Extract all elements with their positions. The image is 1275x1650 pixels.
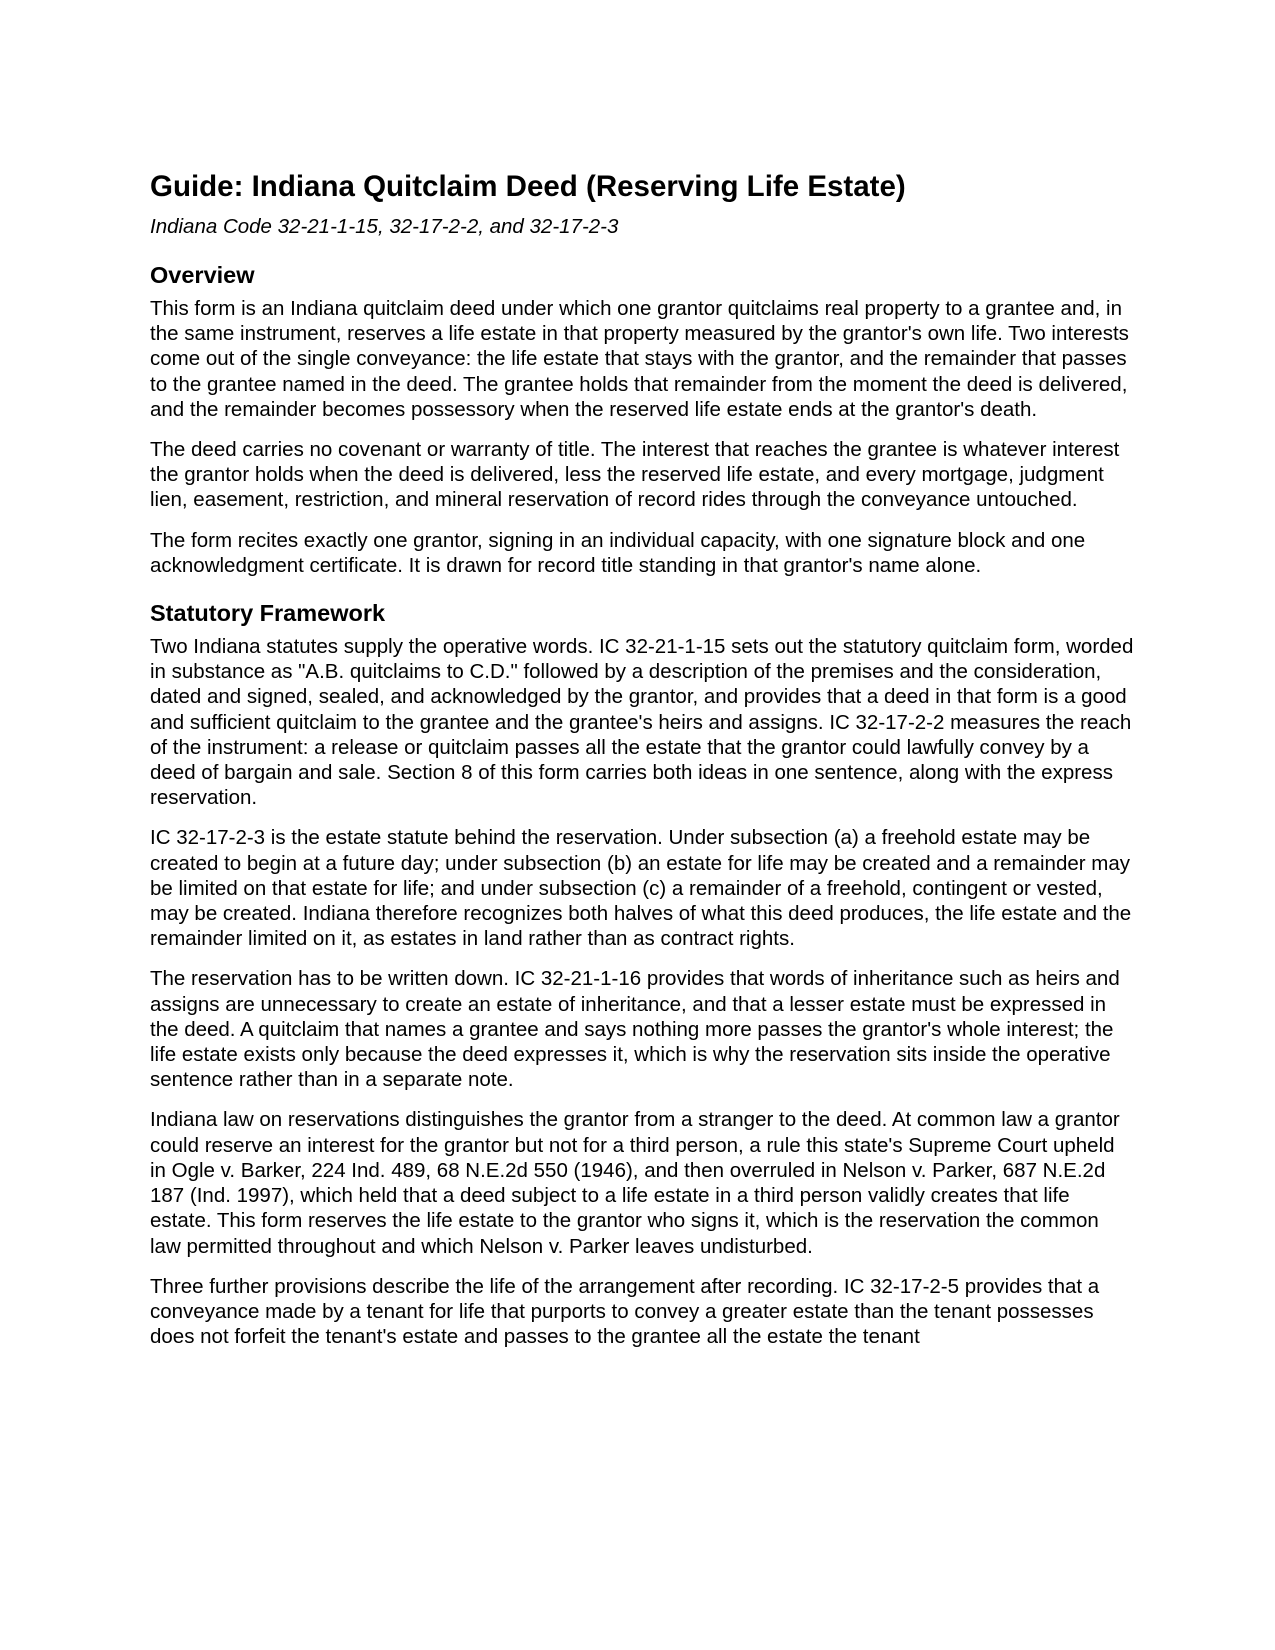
statutory-framework-paragraph: Two Indiana statutes supply the operative words. IC 32-21-1-15 sets out the statutory quitclaim form, worded in substance as "A.B. quitclaims to C.D." followed by a description of the premises and the consideration, dated and signed, sealed, and acknowledged by the grantor, and provides that a deed in that form is a good and sufficient quitclaim to the grantee and the grantee's heirs and assigns. IC 32-17-2-2 measures the reach of the instrument: a release or quitclaim passes all the estate that the grantor could lawfully convey by a deed of bargain and sale. Section 8 of this form carries both ideas in one sentence, along with the express reservation. [150, 635, 1134, 810]
statutory-framework-paragraph: Three further provisions describe the life of the arrangement after recording. IC 32-17-2-5 provides that a conveyance made by a tenant for life that purports to convey a greater estate than the tenant possesses does not forfeit the tenant's estate and passes to the grantee all the estate the tenant [150, 1274, 1100, 1349]
overview-paragraph: The form recites exactly one grantor, signing in an individual capacity, with one signature block and one acknowledgment certificate. It is drawn for record title standing in that grantor's name alone. [150, 528, 1086, 577]
statutory-framework-paragraph: The reservation has to be written down. IC 32-21-1-16 provides that words of inheritance such as heirs and assigns are unnecessary to create an estate of inheritance, and that a lesser estate must be expressed in the deed. A quitclaim that names a grantee and says nothing more passes the grantor's whole interest; the life estate exists only because the deed expresses it, which is why the reservation sits inside the operative sentence rather than in a separate note. [150, 967, 1120, 1092]
document-page [150, 168, 1135, 1349]
section-heading-statutory-framework: Statutory Framework [150, 600, 386, 627]
overview-paragraph: The deed carries no covenant or warranty of title. The interest that reaches the grantee is whatever interest the grantor holds when the deed is delivered, less the reserved life estate, and every mortgage, judgment lien, easement, restriction, and mineral reservation of record rides through the conveyance untouched. [150, 438, 1120, 512]
statutory-framework-paragraph: Indiana law on reservations distinguishes the grantor from a stranger to the deed. At common law a grantor could reserve an interest for the grantor but not for a third person, a rule this state's Supreme Court upheld in Ogle v. Barker, 224 Ind. 489, 68 N.E.2d 550 (1946), and then overruled in Nelson v. Parker, 687 N.E.2d 187 (Ind. 1997), which held that a deed subject to a life estate in a third person validly creates that life estate. This form reserves the life estate to the grantor who signs it, which is the reservation the common law permitted throughout and which Nelson v. Parker leaves undisturbed. [150, 1108, 1120, 1258]
document-title: Guide: Indiana Quitclaim Deed (Reserving Life Estate) [150, 170, 906, 203]
overview-paragraph: This form is an Indiana quitclaim deed under which one grantor quitclaims real property to a grantee and, in the same instrument, reserves a life estate in that property measured by the grantor's own life. Two interests come out of the single conveyance: the life estate that stays with the grantor, and the remainder that passes to the grantee named in the deed. The grantee holds that remainder from the moment the deed is delivered, and the remainder becomes possessory when the reserved life estate ends at the grantor's death. [150, 297, 1129, 421]
statute-citation: Indiana Code 32-21-1-15, 32-17-2-2, and 32-17-2-3 [150, 215, 619, 238]
statutory-framework-paragraph: IC 32-17-2-3 is the estate statute behind the reservation. Under subsection (a) a freehold estate may be created to begin at a future day; under subsection (b) an estate for life may be created and a remainder may be limited on that estate for life; and under subsection (c) a remainder of a freehold, contingent or vested, may be created. Indiana therefore recognizes both halves of what this deed produces, the life estate and the remainder limited on it, as estates in land rather than as contract rights. [150, 826, 1132, 951]
section-heading-overview: Overview [150, 262, 255, 288]
